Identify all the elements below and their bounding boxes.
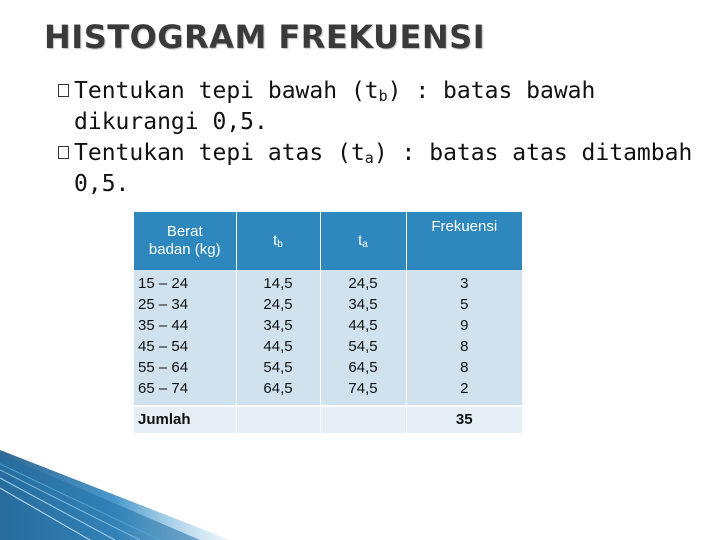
tb-cell: 14,5 24,5 34,5 44,5 54,5 64,5	[236, 270, 320, 406]
decorative-wave	[0, 430, 720, 540]
table-row	[134, 270, 522, 406]
bullet-list	[58, 76, 698, 200]
ta-cell: 24,5 34,5 44,5 54,5 64,5 74,5	[320, 270, 406, 406]
header-weight: Berat badan (kg)	[134, 212, 236, 270]
header-tb: $t_b$	[236, 212, 320, 270]
frequency-cell: 3 5 9 8 8 2	[406, 270, 522, 406]
bullet-item-upper-edge	[58, 138, 698, 200]
bullet-text: Tentukan tepi bawah $(t_b)$ : batas bawah dikurangi 0,5.	[74, 78, 596, 135]
checkbox-bullet-icon	[58, 84, 69, 97]
frequency-table	[134, 212, 522, 435]
weight-range-cell: 15 – 24 25 – 34 35 – 44 45 – 54 55 – 64 65 – 74	[134, 270, 236, 406]
bullet-item-lower-edge	[58, 76, 698, 138]
checkbox-bullet-icon	[58, 146, 69, 159]
header-frequency: Frekuensi	[406, 212, 522, 270]
total-label: Jumlah	[134, 406, 236, 434]
header-ta: $t_a$	[320, 212, 406, 270]
bullet-text: Tentukan tepi atas $(t_a)$ : batas atas ditambah 0,5.	[74, 140, 693, 197]
page-title: HISTOGRAM FREKUENSI	[44, 18, 486, 56]
total-value: 35	[406, 406, 522, 434]
